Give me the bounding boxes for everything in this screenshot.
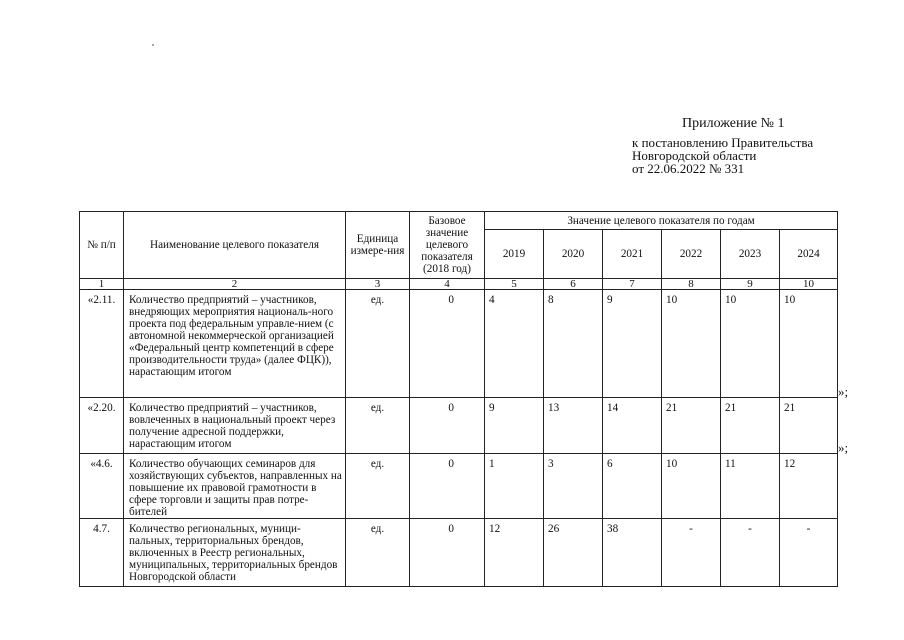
col-number: 7: [603, 279, 662, 290]
value-2020: 26: [544, 519, 603, 587]
appendix-line-3: от 22.06.2022 № 331: [632, 161, 745, 176]
header-year-2022: 2022: [662, 230, 721, 279]
header-base: Базовое значение целевого показателя (2018 год): [410, 212, 485, 279]
value-2022: 10: [662, 454, 721, 519]
header-unit: Единица измере-ния: [346, 212, 410, 279]
base-value: 0: [410, 398, 485, 454]
col-number: 5: [485, 279, 544, 290]
value-2024: 12: [780, 454, 838, 519]
indicator-name: Количество обучающих семинаров для хозяйствующих субъектов, направленных на повышение их правовой грамотности в сфере торговли и защиты прав потре-бителей: [124, 454, 346, 519]
value-2023: -: [721, 519, 780, 587]
header-year-2023: 2023: [721, 230, 780, 279]
value-2019: 9: [485, 398, 544, 454]
value-2023: 21: [721, 398, 780, 454]
appendix-header: [632, 116, 872, 175]
indicator-name: Количество предприятий – участников, вовлеченных в национальный проект через получение адресной поддержки, нарастающим итогом: [124, 398, 346, 454]
scan-speck: [152, 44, 154, 46]
base-value: 0: [410, 519, 485, 587]
value-2020: 8: [544, 290, 603, 398]
appendix-title: Приложение № 1: [682, 116, 785, 131]
row-number: 4.7.: [80, 519, 124, 587]
value-2019: 4: [485, 290, 544, 398]
unit-cell: ед.: [346, 290, 410, 398]
value-2021: 9: [603, 290, 662, 398]
header-year-2019: 2019: [485, 230, 544, 279]
header-no: № п/п: [80, 212, 124, 279]
value-2019: 12: [485, 519, 544, 587]
appendix-line-1: к постановлению Правительства: [632, 135, 814, 150]
indicator-name: Количество предприятий – участников, внедряющих мероприятия националь-ного проекта под федеральным управле-нием (с автономной некоммерческой организацией «Федеральный центр компетенций в сфере производительности труда» (далее ФЦК)), нарастающим итогом: [124, 290, 346, 398]
col-number: 4: [410, 279, 485, 290]
base-value: 0: [410, 454, 485, 519]
col-number: 3: [346, 279, 410, 290]
header-year-2021: 2021: [603, 230, 662, 279]
table-row: [80, 290, 838, 398]
value-2021: 6: [603, 454, 662, 519]
col-number: 9: [721, 279, 780, 290]
value-2019: 1: [485, 454, 544, 519]
unit-cell: ед.: [346, 398, 410, 454]
value-2021: 14: [603, 398, 662, 454]
row-closing-quote: »;: [838, 440, 849, 455]
header-years-caption: Значение целевого показателя по годам: [485, 212, 838, 230]
header-year-2024: 2024: [780, 230, 838, 279]
column-numbers-row: [80, 279, 838, 290]
value-2022: -: [662, 519, 721, 587]
table-row: [80, 398, 838, 454]
table-row: [80, 454, 838, 519]
unit-cell: ед.: [346, 454, 410, 519]
appendix-line-2: Новгородской области: [632, 148, 757, 163]
header-year-2020: 2020: [544, 230, 603, 279]
row-number: «2.20.: [80, 398, 124, 454]
row-closing-quote: »;: [838, 384, 849, 399]
unit-cell: ед.: [346, 519, 410, 587]
table-row: [80, 519, 838, 587]
value-2020: 13: [544, 398, 603, 454]
col-number: 1: [80, 279, 124, 290]
value-2024: 10: [780, 290, 838, 398]
col-number: 2: [124, 279, 346, 290]
col-number: 8: [662, 279, 721, 290]
value-2023: 11: [721, 454, 780, 519]
col-number: 6: [544, 279, 603, 290]
value-2021: 38: [603, 519, 662, 587]
base-value: 0: [410, 290, 485, 398]
indicators-table: [79, 211, 838, 587]
value-2020: 3: [544, 454, 603, 519]
indicator-name: Количество региональных, муници-пальных, территориальных брендов, включенных в Реестр региональных, муниципальных, территориальных брендов Новгородской области: [124, 519, 346, 587]
row-number: «2.11.: [80, 290, 124, 398]
header-name: Наименование целевого показателя: [124, 212, 346, 279]
row-number: «4.6.: [80, 454, 124, 519]
value-2024: -: [780, 519, 838, 587]
col-number: 10: [780, 279, 838, 290]
value-2024: 21: [780, 398, 838, 454]
value-2022: 10: [662, 290, 721, 398]
value-2023: 10: [721, 290, 780, 398]
value-2022: 21: [662, 398, 721, 454]
